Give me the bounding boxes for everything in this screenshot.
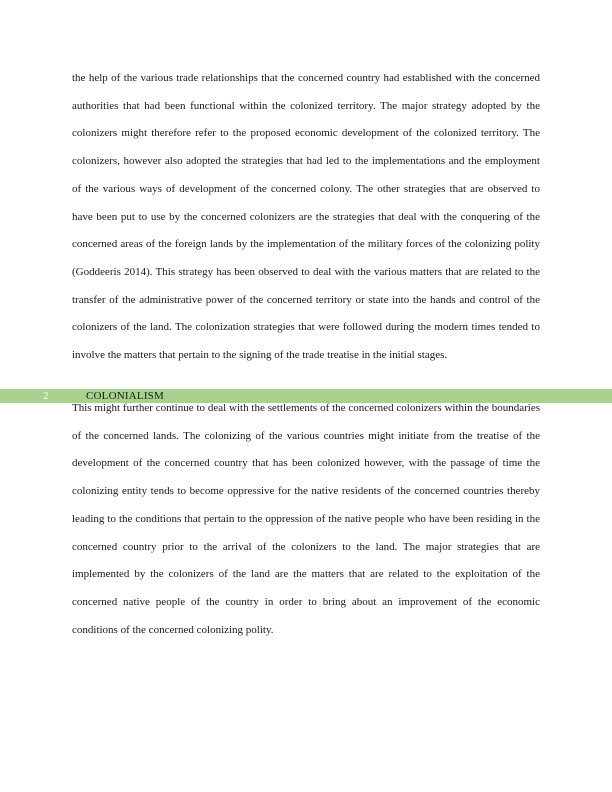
body-paragraph-bottom: This might further continue to deal with the settlements of the concerned colonizers within the boundaries of the concerned lands. The colonizing of the various countries might initiate from the treatise of the development of the concerned country that has been colonized however, with the passage of time the colonizing entity tends to become oppressive for the native residents of the concerned countries thereby leading to the conditions that pertain to the oppression of the native people who have been residing in the concerned country prior to the arrival of the colonizers to the land. The major strategies that are implemented by the colonizers of the land are the matters that are related to the exploitation of the concerned native people of the country in order to bring about an improvement of the economic conditions of the concerned colonizing polity.: [72, 402, 540, 636]
page-number: 2: [43, 390, 49, 402]
body-paragraph-top: the help of the various trade relationships that the concerned country had established with the concerned authorities that had been functional within the colonized territory. The major strategy adopted by the colonizers might therefore refer to the proposed economic development of the colonized territory. The colonizers, however also adopted the strategies that had led to the implementations and the employment of the various ways of development of the concerned colony. The other strategies that are observed to have been put to use by the concerned colonizers are the strategies that deal with the conquering of the concerned areas of the foreign lands by the implementation of the military forces of the colonizing polity (Goddeeris 2014). This strategy has been observed to deal with the various matters that are related to the transfer of the administrative power of the concerned territory or state into the hands and control of the colonizers of the land. The colonization strategies that were followed during the modern times tended to involve the matters that pertain to the signing of the trade treatise in the initial stages.: [72, 72, 540, 362]
running-head-title: COLONIALISM: [86, 390, 164, 402]
